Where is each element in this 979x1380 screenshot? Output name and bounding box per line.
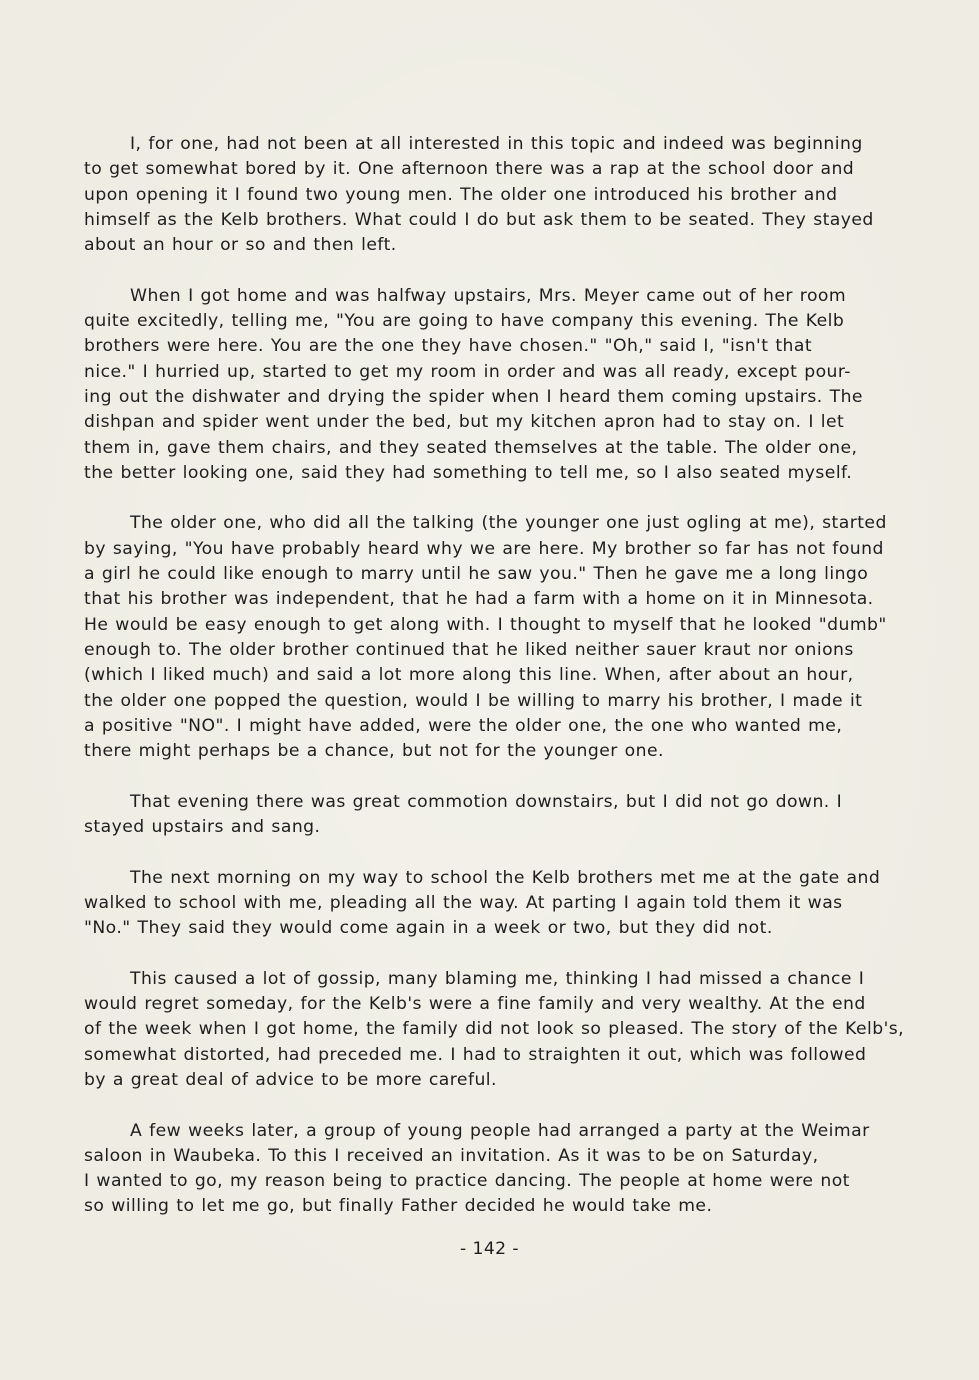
body-text [84,132,934,1245]
paragraph [84,967,934,1093]
text-line: upon opening it I found two young men. The older one introduced his brother and [84,184,838,205]
text-line: himself as the Kelb brothers. What could I do but ask them to be seated. They stayed [84,209,874,230]
text-line: "No." They said they would come again in a week or two, but they did not. [84,918,773,939]
text-line: He would be easy enough to get along with. I thought to myself that he looked "dumb" [84,614,887,635]
page-number: - 142 - [460,1239,519,1259]
text-line: a positive "NO". I might have added, were the older one, the one who wanted me, [84,715,843,736]
text-line: a girl he could like enough to marry until he saw you." Then he gave me a long lingo [84,564,869,585]
text-line: that his brother was independent, that he had a farm with a home on it in Minnesota. [84,589,874,610]
text-line: stayed upstairs and sang. [84,817,321,838]
text-line: ing out the dishwater and drying the spider when I heard them coming upstairs. The [84,386,863,407]
text-line: somewhat distorted, had preceded me. I had to straighten it out, which was followed [84,1044,867,1065]
text-line: brothers were here. You are the one they have chosen." "Oh," said I, "isn't that [84,336,813,357]
text-line: When I got home and was halfway upstairs, Mrs. Meyer came out of her room [130,285,847,306]
text-line: quite excitedly, telling me, "You are going to have company this evening. The Kelb [84,311,845,332]
text-line: of the week when I got home, the family did not look so pleased. The story of the Kelb's, [84,1019,905,1040]
text-line: I wanted to go, my reason being to practice dancing. The people at home were not [84,1171,850,1192]
paragraph [84,132,934,258]
paragraph [84,1119,934,1220]
text-line: nice." I hurried up, started to get my room in order and was all ready, except pour- [84,361,851,382]
text-line: there might perhaps be a chance, but not for the younger one. [84,741,664,762]
text-line: enough to. The older brother continued that he liked neither sauer kraut nor onions [84,639,854,660]
text-line: walked to school with me, pleading all the way. At parting I again told them it was [84,892,843,913]
text-line: about an hour or so and then left. [84,235,397,256]
text-line: to get somewhat bored by it. One afternoon there was a rap at the school door and [84,159,855,180]
text-line: the older one popped the question, would I be willing to marry his brother, I made it [84,690,863,711]
text-line: by saying, "You have probably heard why we are here. My brother so far has not found [84,538,884,559]
text-line: That evening there was great commotion downstairs, but I did not go down. I [130,791,843,812]
paragraph [84,790,934,841]
text-line: the better looking one, said they had something to tell me, so I also seated myself. [84,462,853,483]
text-line: them in, gave them chairs, and they seated themselves at the table. The older one, [84,437,858,458]
text-line: A few weeks later, a group of young people had arranged a party at the Weimar [130,1120,870,1141]
text-line: would regret someday, for the Kelb's were a fine family and very wealthy. At the end [84,994,866,1015]
paragraph [84,866,934,942]
text-line: saloon in Waubeka. To this I received an invitation. As it was to be on Saturday, [84,1145,819,1166]
text-line: This caused a lot of gossip, many blaming me, thinking I had missed a chance I [130,968,865,989]
paragraph [84,284,934,486]
text-line: by a great deal of advice to be more careful. [84,1069,497,1090]
text-line: The next morning on my way to school the Kelb brothers met me at the gate and [130,867,881,888]
text-line: dishpan and spider went under the bed, but my kitchen apron had to stay on. I let [84,412,845,433]
text-line: (which I liked much) and said a lot more along this line. When, after about an hour, [84,665,854,686]
text-line: so willing to let me go, but finally Father decided he would take me. [84,1196,713,1217]
text-line: I, for one, had not been at all interested in this topic and indeed was beginning [130,134,863,154]
text-line: The older one, who did all the talking (the younger one just ogling at me), started [130,513,887,534]
paragraph [84,511,934,764]
